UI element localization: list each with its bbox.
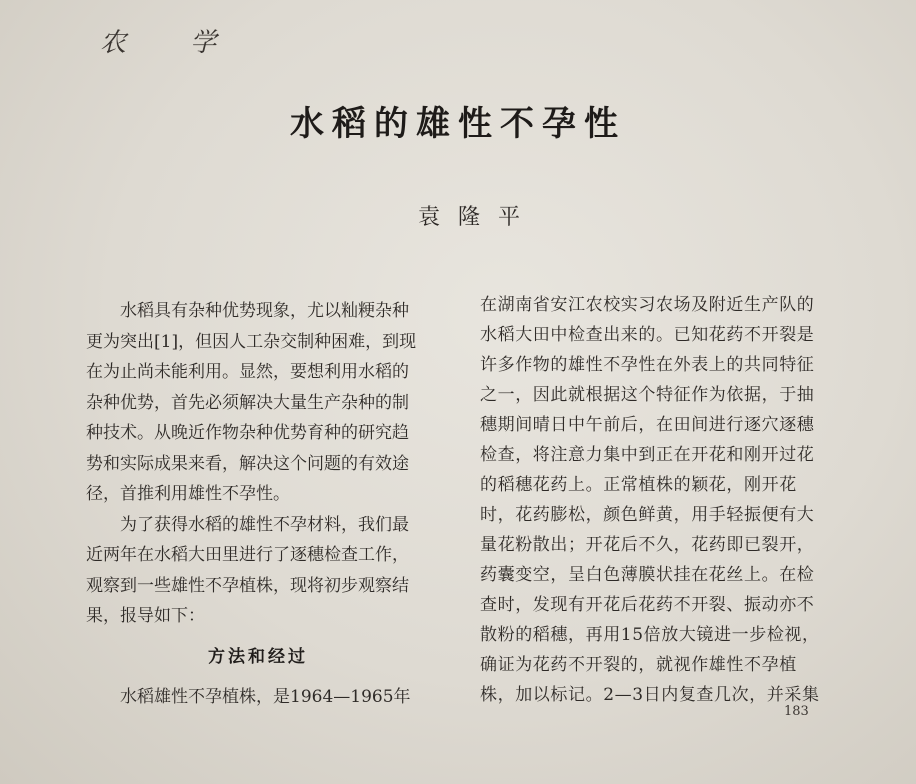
text-line: 水稻具有杂种优势现象，尤以籼粳杂种	[86, 301, 409, 321]
text-line: 近两年在水稻大田里进行了逐穗检查工作，	[86, 545, 409, 565]
text-line: 量花粉散出；开花后不久，花药即已裂开，	[480, 535, 815, 555]
section-heading: 方法和经过	[208, 646, 308, 667]
text-line: 观察到一些雄性不孕植株，现将初步观察结	[86, 575, 409, 596]
text-line: 果，报导如下：	[86, 606, 205, 626]
text-line: 水稻大田中检查出来的。已知花药不开裂是	[480, 325, 815, 345]
left-column	[86, 296, 460, 713]
text-line: 势和实际成果来看，解决这个问题的有效途	[86, 453, 409, 474]
text-line: 株，加以标记。2—3日内复查几次，并采集	[480, 685, 820, 705]
text-line: 许多作物的雄性不孕性在外表上的共同特征	[480, 355, 815, 375]
text-line: 穗期间晴日中午前后，在田间进行逐穴逐穗	[480, 415, 815, 435]
text-line: 的稻穗花药上。正常植株的颖花，刚开花	[480, 475, 797, 495]
text-line: 为了获得水稻的雄性不孕材料，我们最	[86, 514, 409, 535]
text-line: 确证为花药不开裂的，就视作雄性不孕植	[480, 655, 797, 675]
text-line: 查时，发现有开花后花药不开裂、振动亦不	[480, 595, 815, 615]
article-title: 水稻的雄性不孕性	[290, 104, 626, 144]
section-label: 农 学	[100, 28, 245, 58]
text-line: 杂种优势，首先必须解决大量生产杂种的制	[86, 392, 409, 413]
text-line: 种技术。从晚近作物杂种优势育种的研究趋	[86, 423, 409, 443]
text-line: 药囊变空，呈白色薄膜状挂在花丝上。在检	[480, 565, 815, 585]
text-line: 径，首推利用雄性不孕性。	[86, 484, 290, 504]
text-line: 时，花药膨松，颜色鲜黄，用手轻振便有大	[480, 505, 815, 525]
text-line: 之一，因此就根据这个特征作为依据，于抽	[480, 385, 815, 405]
text-line: 更为突出[1]，但因人工杂交制种困难，到现	[86, 331, 417, 352]
text-line: 在为止尚未能利用。显然，要想利用水稻的	[86, 362, 409, 382]
right-column	[480, 290, 830, 710]
text-line: 在湖南省安江农校实习农场及附近生产队的	[480, 295, 815, 315]
page-number: 183	[784, 704, 809, 719]
text-line: 检查，将注意力集中到正在开花和刚开过花	[480, 445, 815, 465]
author-name: 袁隆平	[417, 205, 538, 230]
text-line: 水稻雄性不孕植株，是1964—1965年	[86, 687, 411, 707]
text-line: 散粉的稻穗，再用15倍放大镜进一步检视，	[480, 625, 820, 645]
